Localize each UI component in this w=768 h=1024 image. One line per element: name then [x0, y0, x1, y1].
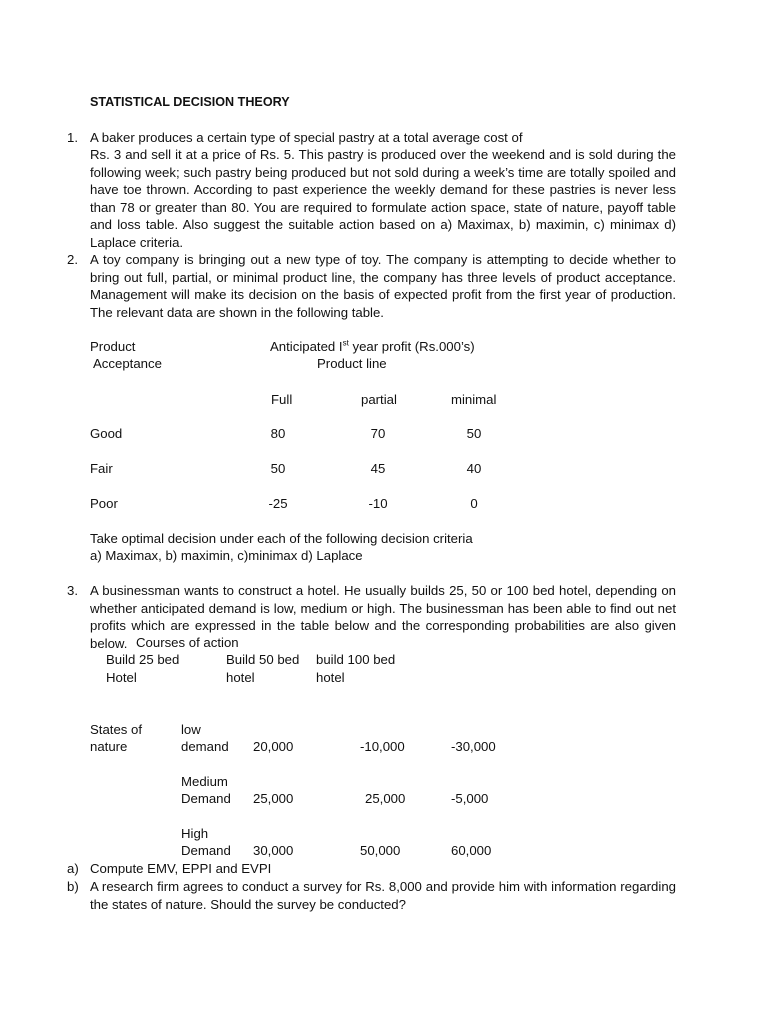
row-label-low: low [181, 722, 201, 737]
column-header-minimal: minimal [451, 392, 497, 407]
row-label-medium: Medium [181, 774, 228, 789]
row-label-high-2: Demand [181, 843, 231, 858]
table-cell: -10 [368, 496, 388, 511]
column-header-full: Full [271, 392, 293, 407]
question-1-number: 1. [67, 130, 78, 145]
row-label-low-2: demand [181, 739, 229, 754]
question-1-body: Rs. 3 and sell it at a price of Rs. 5. This pastry is produced over the weekend and is sold during the following week; such pastry being produced but not sold during a week’s time are totally spoiled and have toe thrown. According to past experience the weekly demand for these pastries is never less than 78 or greater than 80. You are required to formulate action space, state of nature, payoff table and loss table. Also suggest the suitable action based on a) Maximax, b) maximin, c) minimax d) Laplace criteria. [90, 147, 676, 250]
sub-question-a-marker: a) [67, 861, 79, 876]
states-of-nature-label-2: nature [90, 739, 128, 754]
column-header-25-bed: Build 25 bed [106, 652, 180, 667]
table-cell: 50 [270, 461, 286, 476]
table-cell: 70 [370, 426, 386, 441]
column-header-50-bed: Build 50 bed [226, 652, 300, 667]
product-line-label: Product line [317, 356, 387, 371]
row-header-acceptance: Acceptance [93, 356, 162, 371]
courses-of-action-label: Courses of action [136, 635, 239, 650]
row-label-poor: Poor [90, 496, 118, 511]
table-cell: 50,000 [360, 843, 401, 858]
question-2-number: 2. [67, 252, 78, 267]
question-3-body: A businessman wants to construct a hotel. He usually builds 25, 50 or 100 bed hotel, depending on whether anticipated demand is low, medium or high. The businessman has been able to find out net profits which are expressed in the table below and the corresponding probabilities are also given below. [90, 583, 676, 651]
sub-question-b-marker: b) [67, 879, 79, 894]
question-2-body: A toy company is bringing out a new type of toy. The company is attempting to decide whether to bring out full, partial, or minimal product line, the company has three levels of product acceptance. Management will make its decision on the basis of expected profit from the first year of production. The relevant data are shown in the following table. [90, 252, 676, 320]
question-1-first-line: A baker produces a certain type of special pastry at a total average cost of [90, 130, 523, 145]
table-cell: 25,000 [253, 791, 294, 806]
row-header-product: Product [90, 339, 136, 354]
table-cell: 20,000 [253, 739, 294, 754]
table-cell: 80 [270, 426, 286, 441]
states-of-nature-label: States of [90, 722, 143, 737]
table-cell: 25,000 [365, 791, 406, 806]
table-cell: -5,000 [451, 791, 489, 806]
column-header-50-bed-sub: hotel [226, 670, 255, 685]
table-cell: 40 [466, 461, 482, 476]
table-cell: -30,000 [451, 739, 496, 754]
sub-question-b: A research firm agrees to conduct a survey for Rs. 8,000 and provide him with information regarding the states of nature. Should the survey be conducted? [90, 879, 676, 912]
column-header-100-bed-sub: hotel [316, 670, 345, 685]
question-3-number: 3. [67, 583, 78, 598]
table-cell: 45 [370, 461, 386, 476]
table-cell: 60,000 [451, 843, 492, 858]
row-label-high: High [181, 826, 209, 841]
row-label-good: Good [90, 426, 123, 441]
row-label-medium-2: Demand [181, 791, 231, 806]
column-header-partial: partial [361, 392, 397, 407]
page-title: STATISTICAL DECISION THEORY [90, 95, 290, 109]
sub-question-a: Compute EMV, EPPI and EVPI [90, 861, 272, 876]
table-cell: 30,000 [253, 843, 294, 858]
column-header-100-bed: build 100 bed [316, 652, 396, 667]
question-2-footer-line-1: Take optimal decision under each of the following decision criteria [90, 531, 473, 546]
profit-label: Anticipated Ist year profit (Rs.000’s) [270, 338, 475, 354]
table-cell: 0 [470, 496, 478, 511]
question-2-footer-line-2: a) Maximax, b) maximin, c)minimax d) Laplace [90, 548, 363, 563]
table-cell: 50 [466, 426, 482, 441]
table-cell: -10,000 [360, 739, 405, 754]
row-label-fair: Fair [90, 461, 113, 476]
table-cell: -25 [268, 496, 288, 511]
column-header-25-bed-sub: Hotel [106, 670, 137, 685]
